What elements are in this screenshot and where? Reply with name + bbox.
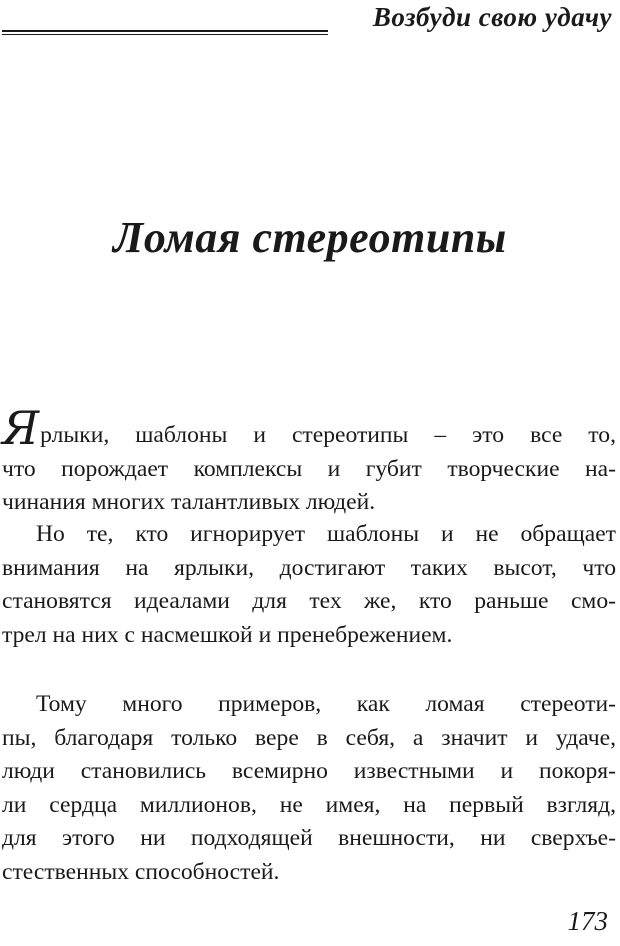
running-header (0, 0, 620, 40)
paragraph-line: становятся идеалами для тех же, кто раньше смо- (2, 588, 616, 615)
paragraph-line: для этого ни подходящей внешности, ни сверхъе- (2, 825, 616, 852)
paragraph-2 (2, 518, 616, 652)
paragraph-line: Но те, кто игнорирует шаблоны и не обращает (36, 521, 616, 547)
paragraph-line: люди становились всемирно известными и покоря- (2, 758, 616, 785)
paragraph-line: внимания на ярлыки, достигают таких высот, что (2, 554, 616, 581)
running-header-title: Возбуди свою удачу (372, 2, 612, 32)
paragraph-line: что порождает комплексы и губит творческие на- (2, 455, 616, 482)
paragraph-3 (2, 688, 616, 890)
paragraph-line: стественных способностей. (2, 858, 280, 885)
drop-cap: Я (2, 401, 40, 455)
chapter-title: Ломая стереотипы (113, 213, 507, 262)
header-rule (2, 30, 328, 35)
paragraph-line: Тому много примеров, как ломая стереоти- (36, 691, 616, 717)
paragraph-line: ли сердца миллионов, не имея, на первый взгляд, (2, 791, 616, 818)
paragraph-1 (2, 401, 616, 520)
paragraph-line-text: рлыки, шаблоны и стереотипы – это все то, (40, 422, 616, 448)
paragraph-line: трел на них с насмешкой и пренебрежением. (2, 621, 453, 648)
paragraph-line (2, 401, 616, 455)
paragraph-line: пы, благодаря только вере в себя, а значит и удаче, (2, 724, 616, 751)
page-number: 173 (567, 906, 608, 936)
paragraph-line: чинания многих талантливых людей. (2, 489, 376, 516)
